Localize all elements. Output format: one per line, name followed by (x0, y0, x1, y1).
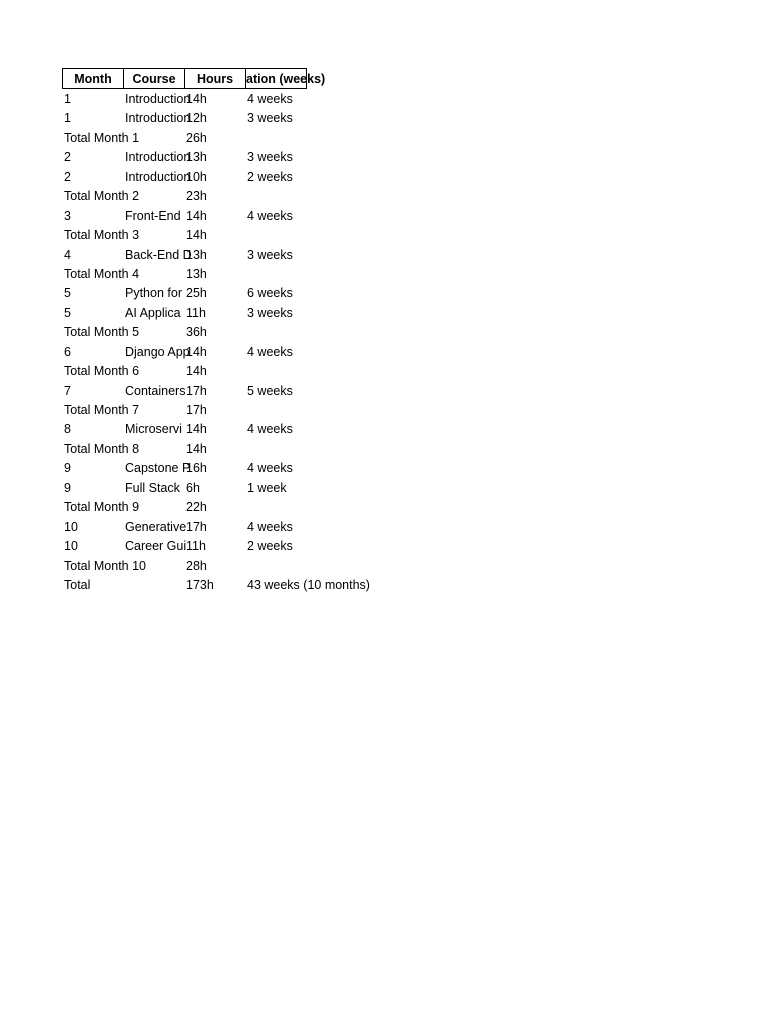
month-cell[interactable]: 1 (64, 92, 71, 106)
month-cell[interactable]: 10 (64, 539, 78, 554)
duration-cell[interactable] (245, 401, 425, 420)
course-cell[interactable]: Containers (125, 383, 186, 398)
duration-cell[interactable]: 4 weeks (247, 519, 293, 534)
duration-cell[interactable] (245, 557, 425, 576)
hours-cell[interactable]: 10h (186, 169, 207, 184)
duration-cell[interactable] (245, 440, 425, 459)
month-cell[interactable]: Total Month 8 (64, 441, 140, 456)
course-cell[interactable]: Front-End (125, 208, 181, 223)
course-cell[interactable]: Capstone P (125, 461, 191, 476)
course-cell[interactable] (123, 576, 184, 595)
hours-cell[interactable]: 14h (186, 208, 207, 223)
month-cell[interactable]: 9 (64, 480, 71, 495)
month-cell[interactable]: Total Month 3 (64, 228, 140, 243)
month-cell[interactable]: Total Month 5 (64, 325, 140, 340)
course-cell[interactable]: Django App (125, 344, 190, 359)
course-cell[interactable]: AI Applica (125, 305, 181, 320)
hours-cell[interactable]: 11h (186, 305, 206, 320)
course-cell[interactable]: Microservi (125, 422, 182, 437)
hours-cell[interactable]: 13h (186, 150, 207, 165)
hours-cell[interactable]: 14h (186, 92, 207, 106)
hours-cell[interactable]: 13h (186, 247, 207, 262)
month-cell[interactable]: Total (64, 577, 91, 592)
course-cell[interactable] (123, 557, 184, 576)
hours-cell[interactable]: 17h (186, 383, 207, 398)
duration-cell[interactable]: 4 weeks (247, 461, 293, 476)
hours-cell[interactable]: 26h (186, 130, 207, 145)
course-cell[interactable] (123, 440, 184, 459)
course-cell[interactable]: Career Gui (125, 539, 187, 554)
month-cell[interactable]: Total Month 2 (64, 189, 140, 204)
month-cell[interactable]: 2 (64, 150, 71, 165)
month-cell[interactable]: Total Month 7 (64, 403, 140, 417)
duration-cell[interactable]: 5 weeks (247, 383, 293, 398)
course-cell[interactable] (123, 226, 184, 245)
duration-cell[interactable]: 6 weeks (247, 286, 293, 301)
duration-cell[interactable] (245, 265, 425, 284)
course-cell[interactable]: Generative (125, 519, 187, 534)
course-cell[interactable] (123, 323, 184, 342)
month-cell[interactable]: Total Month 10 (64, 558, 146, 573)
month-cell[interactable]: 3 (64, 208, 71, 223)
month-cell[interactable]: Total Month 4 (64, 266, 140, 281)
month-cell[interactable]: 6 (64, 344, 71, 359)
course-cell[interactable]: Introduction (125, 169, 191, 184)
duration-cell[interactable] (245, 187, 425, 206)
course-cell[interactable] (123, 498, 184, 517)
header-duration-text: ation (weeks) (246, 72, 326, 86)
course-cell[interactable]: Introduction (125, 150, 191, 165)
duration-cell[interactable]: 3 weeks (247, 247, 293, 262)
duration-cell[interactable] (245, 323, 425, 342)
course-cell[interactable] (123, 265, 184, 284)
hours-cell[interactable]: 36h (186, 325, 207, 340)
month-cell[interactable]: 5 (64, 286, 71, 301)
hours-cell[interactable]: 14h (186, 422, 207, 437)
month-cell[interactable]: Total Month 6 (64, 364, 140, 379)
month-cell[interactable]: 1 (64, 111, 71, 126)
hours-cell[interactable]: 28h (186, 558, 207, 573)
month-cell[interactable]: 8 (64, 422, 71, 437)
course-cell[interactable]: Full Stack (125, 480, 180, 495)
course-cell[interactable]: Python for (125, 286, 182, 301)
hours-cell[interactable]: 14h (186, 344, 207, 359)
course-cell[interactable] (123, 129, 184, 148)
duration-cell[interactable] (245, 362, 425, 381)
duration-cell[interactable]: 2 weeks (247, 169, 293, 184)
hours-cell[interactable]: 16h (186, 461, 207, 476)
course-cell[interactable]: Introduction (125, 92, 191, 106)
month-cell[interactable]: 9 (64, 461, 71, 476)
month-cell[interactable]: 2 (64, 169, 71, 184)
duration-cell[interactable] (245, 498, 425, 517)
hours-cell[interactable]: 17h (186, 519, 207, 534)
duration-cell[interactable]: 4 weeks (247, 208, 293, 223)
course-cell[interactable] (123, 187, 184, 206)
header-course[interactable]: Course (123, 68, 185, 89)
header-duration[interactable] (245, 68, 326, 89)
header-month[interactable]: Month (62, 68, 124, 89)
month-cell[interactable]: 10 (64, 519, 78, 534)
duration-cell[interactable]: 1 week (247, 480, 287, 495)
hours-cell[interactable]: 23h (186, 189, 207, 204)
duration-cell[interactable] (245, 129, 425, 148)
duration-cell[interactable]: 3 weeks (247, 111, 293, 126)
hours-cell[interactable]: 173h (186, 577, 214, 592)
month-cell[interactable]: 5 (64, 305, 71, 320)
duration-cell[interactable]: 4 weeks (247, 92, 293, 106)
hours-cell[interactable]: 13h (186, 266, 207, 281)
duration-cell[interactable] (245, 226, 425, 245)
duration-cell[interactable]: 4 weeks (247, 344, 293, 359)
month-cell[interactable]: Total Month 9 (64, 500, 140, 515)
duration-cell[interactable]: 3 weeks (247, 305, 293, 320)
hours-cell[interactable]: 25h (186, 286, 207, 301)
duration-cell[interactable]: 2 weeks (247, 539, 293, 554)
course-cell[interactable] (123, 401, 184, 420)
course-cell[interactable]: Introduction (125, 111, 191, 126)
course-cell[interactable]: Back-End D (125, 247, 192, 262)
hours-cell[interactable]: 22h (186, 500, 207, 515)
duration-cell[interactable]: 4 weeks (247, 422, 293, 437)
hours-cell[interactable]: 6h (186, 480, 200, 495)
hours-cell[interactable]: 14h (186, 441, 207, 456)
hours-cell[interactable]: 14h (186, 228, 207, 243)
duration-cell[interactable]: 3 weeks (247, 150, 293, 165)
header-hours[interactable]: Hours (184, 68, 246, 89)
month-cell[interactable]: 7 (64, 383, 71, 398)
hours-cell[interactable]: 11h (186, 539, 206, 554)
hours-cell[interactable]: 17h (186, 403, 207, 417)
hours-cell[interactable]: 12h (186, 111, 207, 126)
duration-cell[interactable]: 43 weeks (10 months) (247, 577, 370, 592)
hours-cell[interactable]: 14h (186, 364, 207, 379)
month-cell[interactable]: 4 (64, 247, 71, 262)
month-cell[interactable]: Total Month 1 (64, 130, 140, 145)
course-cell[interactable] (123, 362, 184, 381)
